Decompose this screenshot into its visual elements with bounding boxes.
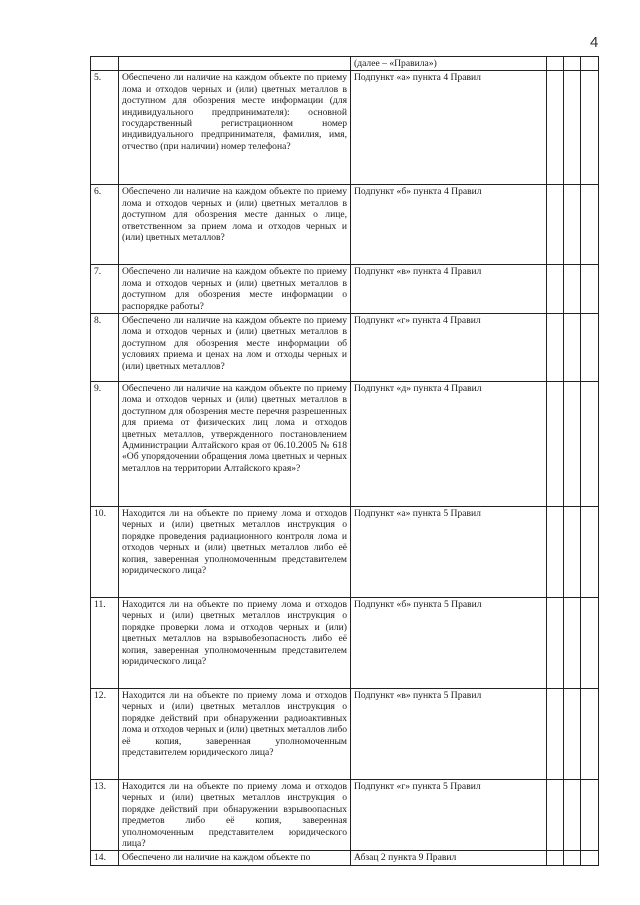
answer-no-cell[interactable] <box>564 57 581 71</box>
answer-yes-cell[interactable] <box>547 689 564 780</box>
answer-no-cell[interactable] <box>564 689 581 780</box>
basis-cell: Подпункт «а» пункта 5 Правил <box>351 507 547 598</box>
row-number: 7. <box>91 265 119 314</box>
answer-yes-cell[interactable] <box>547 598 564 689</box>
table-row-continuation <box>91 57 599 71</box>
answer-no-cell[interactable] <box>564 314 581 382</box>
question-cell: Обеспечено ли наличие на каждом объекте по приему лома и отходов черных и (или) цветных металлов в доступном для обозрения месте информации о распорядке работы? <box>119 265 351 314</box>
answer-no-cell[interactable] <box>564 598 581 689</box>
answer-yes-cell[interactable] <box>547 851 564 865</box>
table-row <box>91 71 599 185</box>
answer-no-cell[interactable] <box>564 382 581 507</box>
basis-cell: Подпункт «а» пункта 4 Правил <box>351 71 547 185</box>
table-row <box>91 689 599 780</box>
table-row <box>91 780 599 851</box>
row-number: 11. <box>91 598 119 689</box>
answer-na-cell[interactable] <box>581 780 599 851</box>
answer-yes-cell[interactable] <box>547 780 564 851</box>
row-number: 5. <box>91 71 119 185</box>
answer-no-cell[interactable] <box>564 265 581 314</box>
answer-na-cell[interactable] <box>581 507 599 598</box>
table-row <box>91 598 599 689</box>
table-row <box>91 185 599 265</box>
answer-yes-cell[interactable] <box>547 265 564 314</box>
answer-no-cell[interactable] <box>564 851 581 865</box>
question-cell: Находится ли на объекте по приему лома и отходов черных и (или) цветных металлов инструкция о порядке проверки лома и отходов черных и (или) цветных металлов на взрывобезопасность либо её копия, заверенная уполномоченным представителем юридического лица? <box>119 598 351 689</box>
answer-no-cell[interactable] <box>564 71 581 185</box>
table-row <box>91 507 599 598</box>
basis-cell: Подпункт «д» пункта 4 Правил <box>351 382 547 507</box>
table-row <box>91 382 599 507</box>
basis-cell: Абзац 2 пункта 9 Правил <box>351 851 547 865</box>
table-row <box>91 851 599 865</box>
answer-na-cell[interactable] <box>581 851 599 865</box>
row-number: 12. <box>91 689 119 780</box>
answer-na-cell[interactable] <box>581 57 599 71</box>
checklist-table <box>90 56 599 866</box>
question-cell: Обеспечено ли наличие на каждом объекте по приему лома и отходов черных и (или) цветных металлов в доступном для обозрения месте перечня разрешенных для приема от физических лиц лома и отходов цветных металлов, утвержденного постановлением Администрации Алтайского края от 06.10.2005 № 618 «Об упорядочении обращения лома цветных и черных металлов на территории Алтайского края»? <box>119 382 351 507</box>
question-cell: Обеспечено ли наличие на каждом объекте по приему лома и отходов черных и (или) цветных металлов в доступном для обозрения месте информации об условиях приема и ценах на лом и отходы черных и (или) цветных металлов? <box>119 314 351 382</box>
answer-yes-cell[interactable] <box>547 507 564 598</box>
question-cell: Находится ли на объекте по приему лома и отходов черных и (или) цветных металлов инструкция о порядке проведения радиационного контроля лома и отходов черных и (или) цветных металлов либо её копия, заверенная уполномоченным представителем юридического лица? <box>119 507 351 598</box>
basis-cell: Подпункт «б» пункта 5 Правил <box>351 598 547 689</box>
answer-na-cell[interactable] <box>581 598 599 689</box>
row-number: 10. <box>91 507 119 598</box>
row-number: 8. <box>91 314 119 382</box>
basis-cell: Подпункт «б» пункта 4 Правил <box>351 185 547 265</box>
row-number <box>91 57 119 71</box>
question-cell: Обеспечено ли наличие на каждом объекте по приему лома и отходов черных и (или) цветных металлов в доступном для обозрения месте информации (для индивидуального предпринимателя): основной государственный регистрационном номер индивидуального предпринимателя, фамилия, имя, отчество (при наличии) номер телефона? <box>119 71 351 185</box>
basis-cell: Подпункт «г» пункта 5 Правил <box>351 780 547 851</box>
question-cell: Обеспечено ли наличие на каждом объекте по приему лома и отходов черных и (или) цветных металлов в доступном для обозрения месте данных о лице, ответственном за прием лома и отходов черных и (или) цветных металлов? <box>119 185 351 265</box>
answer-yes-cell[interactable] <box>547 382 564 507</box>
answer-na-cell[interactable] <box>581 265 599 314</box>
basis-cell: Подпункт «г» пункта 4 Правил <box>351 314 547 382</box>
question-cell <box>119 57 351 71</box>
answer-na-cell[interactable] <box>581 382 599 507</box>
question-cell: Обеспечено ли наличие на каждом объекте по <box>119 851 351 865</box>
row-number: 13. <box>91 780 119 851</box>
answer-yes-cell[interactable] <box>547 314 564 382</box>
answer-na-cell[interactable] <box>581 71 599 185</box>
answer-yes-cell[interactable] <box>547 71 564 185</box>
table-row <box>91 314 599 382</box>
question-cell: Находится ли на объекте по приему лома и отходов черных и (или) цветных металлов инструкция о порядке действий при обнаружении радиоактивных лома и отходов черных и (или) цветных металлов либо её копия, заверенная уполномоченным представителем юридического лица? <box>119 689 351 780</box>
row-number: 9. <box>91 382 119 507</box>
question-cell: Находится ли на объекте по приему лома и отходов черных и (или) цветных металлов инструкция о порядке действий при обнаружении взрывоопасных предметов либо её копия, заверенная уполномоченным представителем юридического лица? <box>119 780 351 851</box>
answer-na-cell[interactable] <box>581 314 599 382</box>
answer-yes-cell[interactable] <box>547 57 564 71</box>
basis-cell: (далее – «Правила») <box>351 57 547 71</box>
basis-cell: Подпункт «в» пункта 5 Правил <box>351 689 547 780</box>
answer-na-cell[interactable] <box>581 689 599 780</box>
table-row <box>91 265 599 314</box>
page-number: 4 <box>590 34 599 51</box>
row-number: 14. <box>91 851 119 865</box>
answer-na-cell[interactable] <box>581 185 599 265</box>
basis-cell: Подпункт «в» пункта 4 Правил <box>351 265 547 314</box>
answer-no-cell[interactable] <box>564 780 581 851</box>
answer-no-cell[interactable] <box>564 507 581 598</box>
answer-yes-cell[interactable] <box>547 185 564 265</box>
answer-no-cell[interactable] <box>564 185 581 265</box>
row-number: 6. <box>91 185 119 265</box>
